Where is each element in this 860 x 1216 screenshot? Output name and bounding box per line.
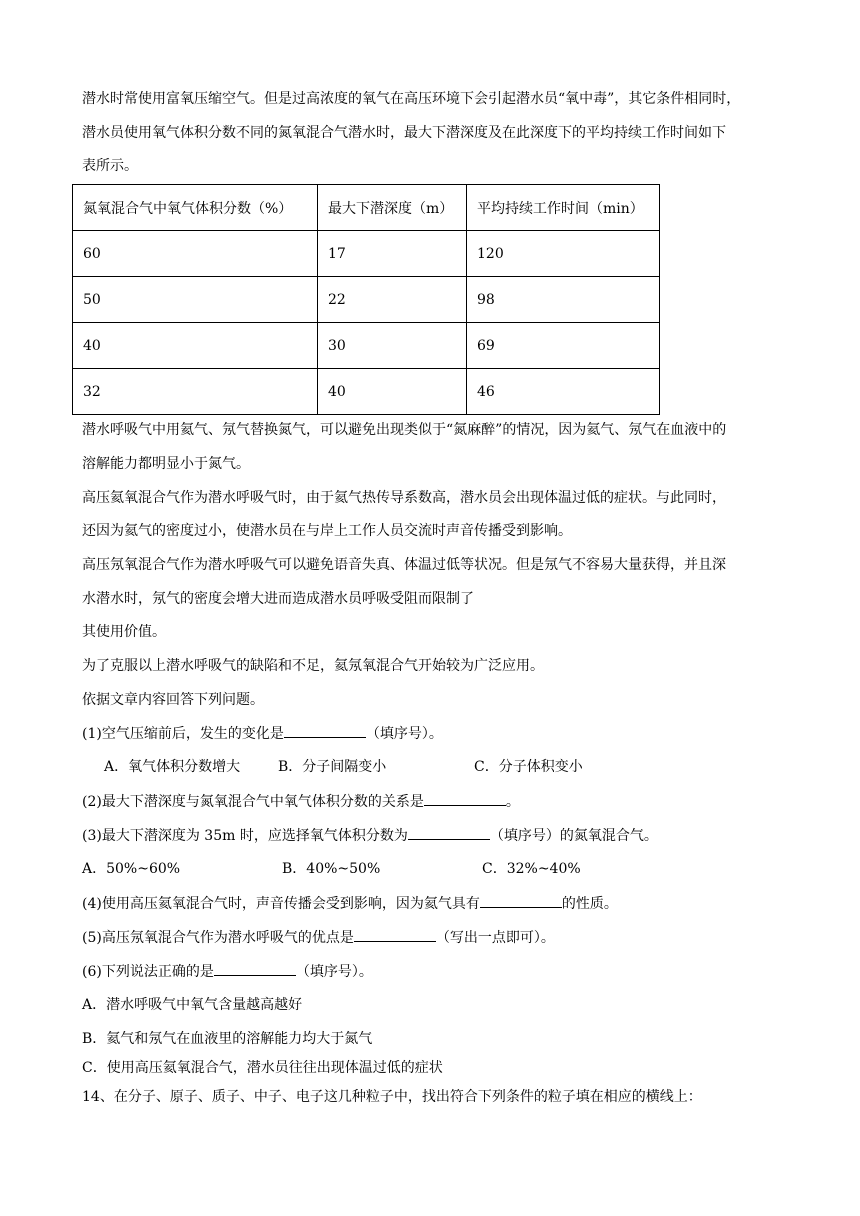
table-row — [73, 323, 660, 369]
table-cell: 50 — [73, 277, 318, 323]
answer-blank — [354, 927, 436, 942]
question-3-option-c: C．32%~40% — [482, 861, 581, 877]
answer-blank — [214, 961, 296, 976]
table-cell: 46 — [467, 369, 660, 415]
question-1-suffix: （填序号）。 — [365, 726, 443, 742]
question-3-text: (3)最大下潜深度为 35m 时，应选择氧气体积分数为 — [82, 828, 408, 844]
table-cell: 32 — [73, 369, 318, 415]
paragraph-trimix: 为了克服以上潜水呼吸气的缺陷和不足，氦氖氧混合气开始较为广泛应用。 — [82, 658, 544, 674]
answer-blank — [424, 791, 506, 806]
intro-line-3: 表所示。 — [82, 158, 138, 174]
question-5-suffix: （写出一点即可）。 — [435, 930, 555, 946]
question-1-options — [104, 757, 583, 777]
question-1-option-a: A．氧气体积分数增大 — [104, 759, 241, 775]
answer-blank — [480, 893, 562, 908]
table-header-cell: 平均持续工作时间（min） — [467, 185, 660, 231]
question-3 — [82, 825, 658, 846]
question-6-suffix: （填序号）。 — [295, 964, 373, 980]
paragraph-instruction: 依据文章内容回答下列问题。 — [82, 692, 264, 708]
question-1-text: (1)空气压缩前后，发生的变化是 — [82, 726, 284, 742]
question-5-text: (5)高压氖氧混合气作为潜水呼吸气的优点是 — [82, 930, 354, 946]
table-cell: 69 — [467, 323, 660, 369]
paragraph-helium-line-2: 溶解能力都明显小于氮气。 — [82, 456, 250, 472]
intro-line-1: 潜水时常使用富氧压缩空气。但是过高浓度的氧气在高压环境下会引起潜水员“氧中毒”，其它条件相同时， — [82, 91, 741, 107]
table-cell: 30 — [318, 323, 467, 369]
table-cell: 22 — [318, 277, 467, 323]
question-6-option-c: C．使用高压氦氧混合气，潜水员往往出现体温过低的症状 — [82, 1060, 443, 1076]
table-cell: 98 — [467, 277, 660, 323]
table-cell: 40 — [73, 323, 318, 369]
question-5 — [82, 927, 555, 948]
question-14-heading: 14、在分子、原子、质子、中子、电子这几种粒子中，找出符合下列条件的粒子填在相应的横线上： — [82, 1089, 702, 1105]
question-2-suffix: 。 — [505, 794, 520, 810]
question-6-option-b: B．氦气和氖气在血液里的溶解能力均大于氮气 — [82, 1031, 373, 1047]
table-cell: 60 — [73, 231, 318, 277]
question-3-option-a: A．50%~60% — [82, 861, 181, 877]
question-1-option-b: B．分子间隔变小 — [278, 759, 387, 775]
table-row — [73, 277, 660, 323]
question-6-text: (6)下列说法正确的是 — [82, 964, 214, 980]
question-2 — [82, 791, 520, 812]
table-cell: 17 — [318, 231, 467, 277]
answer-blank — [408, 825, 490, 840]
table-row — [73, 231, 660, 277]
question-4 — [82, 893, 618, 914]
answer-blank — [284, 723, 366, 738]
question-2-text: (2)最大下潜深度与氮氧混合气中氧气体积分数的关系是 — [82, 794, 424, 810]
question-3-suffix: （填序号）的氮氧混合气。 — [489, 828, 658, 844]
paragraph-helium-line-1: 潜水呼吸气中用氦气、氖气替换氮气，可以避免出现类似于“氮麻醉”的情况，因为氦气、氖气在血液中的 — [82, 422, 727, 438]
paragraph-heliox-line-1: 高压氦氧混合气作为潜水呼吸气时，由于氦气热传导系数高，潜水员会出现体温过低的症状。与此同时， — [82, 490, 726, 506]
table-header-cell: 最大下潜深度（m） — [318, 185, 467, 231]
table-header-cell: 氮氧混合气中氧气体积分数（%） — [73, 185, 318, 231]
paragraph-neox-line-2: 水潜水时，氖气的密度会增大进而造成潜水员呼吸受阻而限制了 — [82, 591, 474, 607]
question-1-option-c: C．分子体积变小 — [474, 759, 583, 775]
table-header-row — [73, 185, 660, 231]
table-cell: 40 — [318, 369, 467, 415]
question-1 — [82, 723, 443, 744]
paragraph-neox-line-3: 其使用价值。 — [82, 624, 166, 640]
intro-line-2: 潜水员使用氧气体积分数不同的氮氧混合气潜水时，最大下潜深度及在此深度下的平均持续工作时间如下 — [82, 125, 726, 141]
question-6 — [82, 961, 373, 982]
table-cell: 120 — [467, 231, 660, 277]
paragraph-heliox-line-2: 还因为氦气的密度过小，使潜水员在与岸上工作人员交流时声音传播受到影响。 — [82, 523, 572, 539]
table-row — [73, 369, 660, 415]
oxygen-depth-table — [72, 184, 660, 415]
paragraph-neox-line-1: 高压氖氧混合气作为潜水呼吸气可以避免语音失真、体温过低等状况。但是氖气不容易大量获得，并且深 — [82, 557, 726, 573]
question-3-option-b: B．40%~50% — [282, 861, 381, 877]
question-4-text: (4)使用高压氦氧混合气时，声音传播会受到影响，因为氦气具有 — [82, 896, 480, 912]
question-6-option-a: A．潜水呼吸气中氧气含量越高越好 — [82, 997, 303, 1013]
question-4-suffix: 的性质。 — [561, 896, 618, 912]
question-3-options — [82, 859, 581, 879]
